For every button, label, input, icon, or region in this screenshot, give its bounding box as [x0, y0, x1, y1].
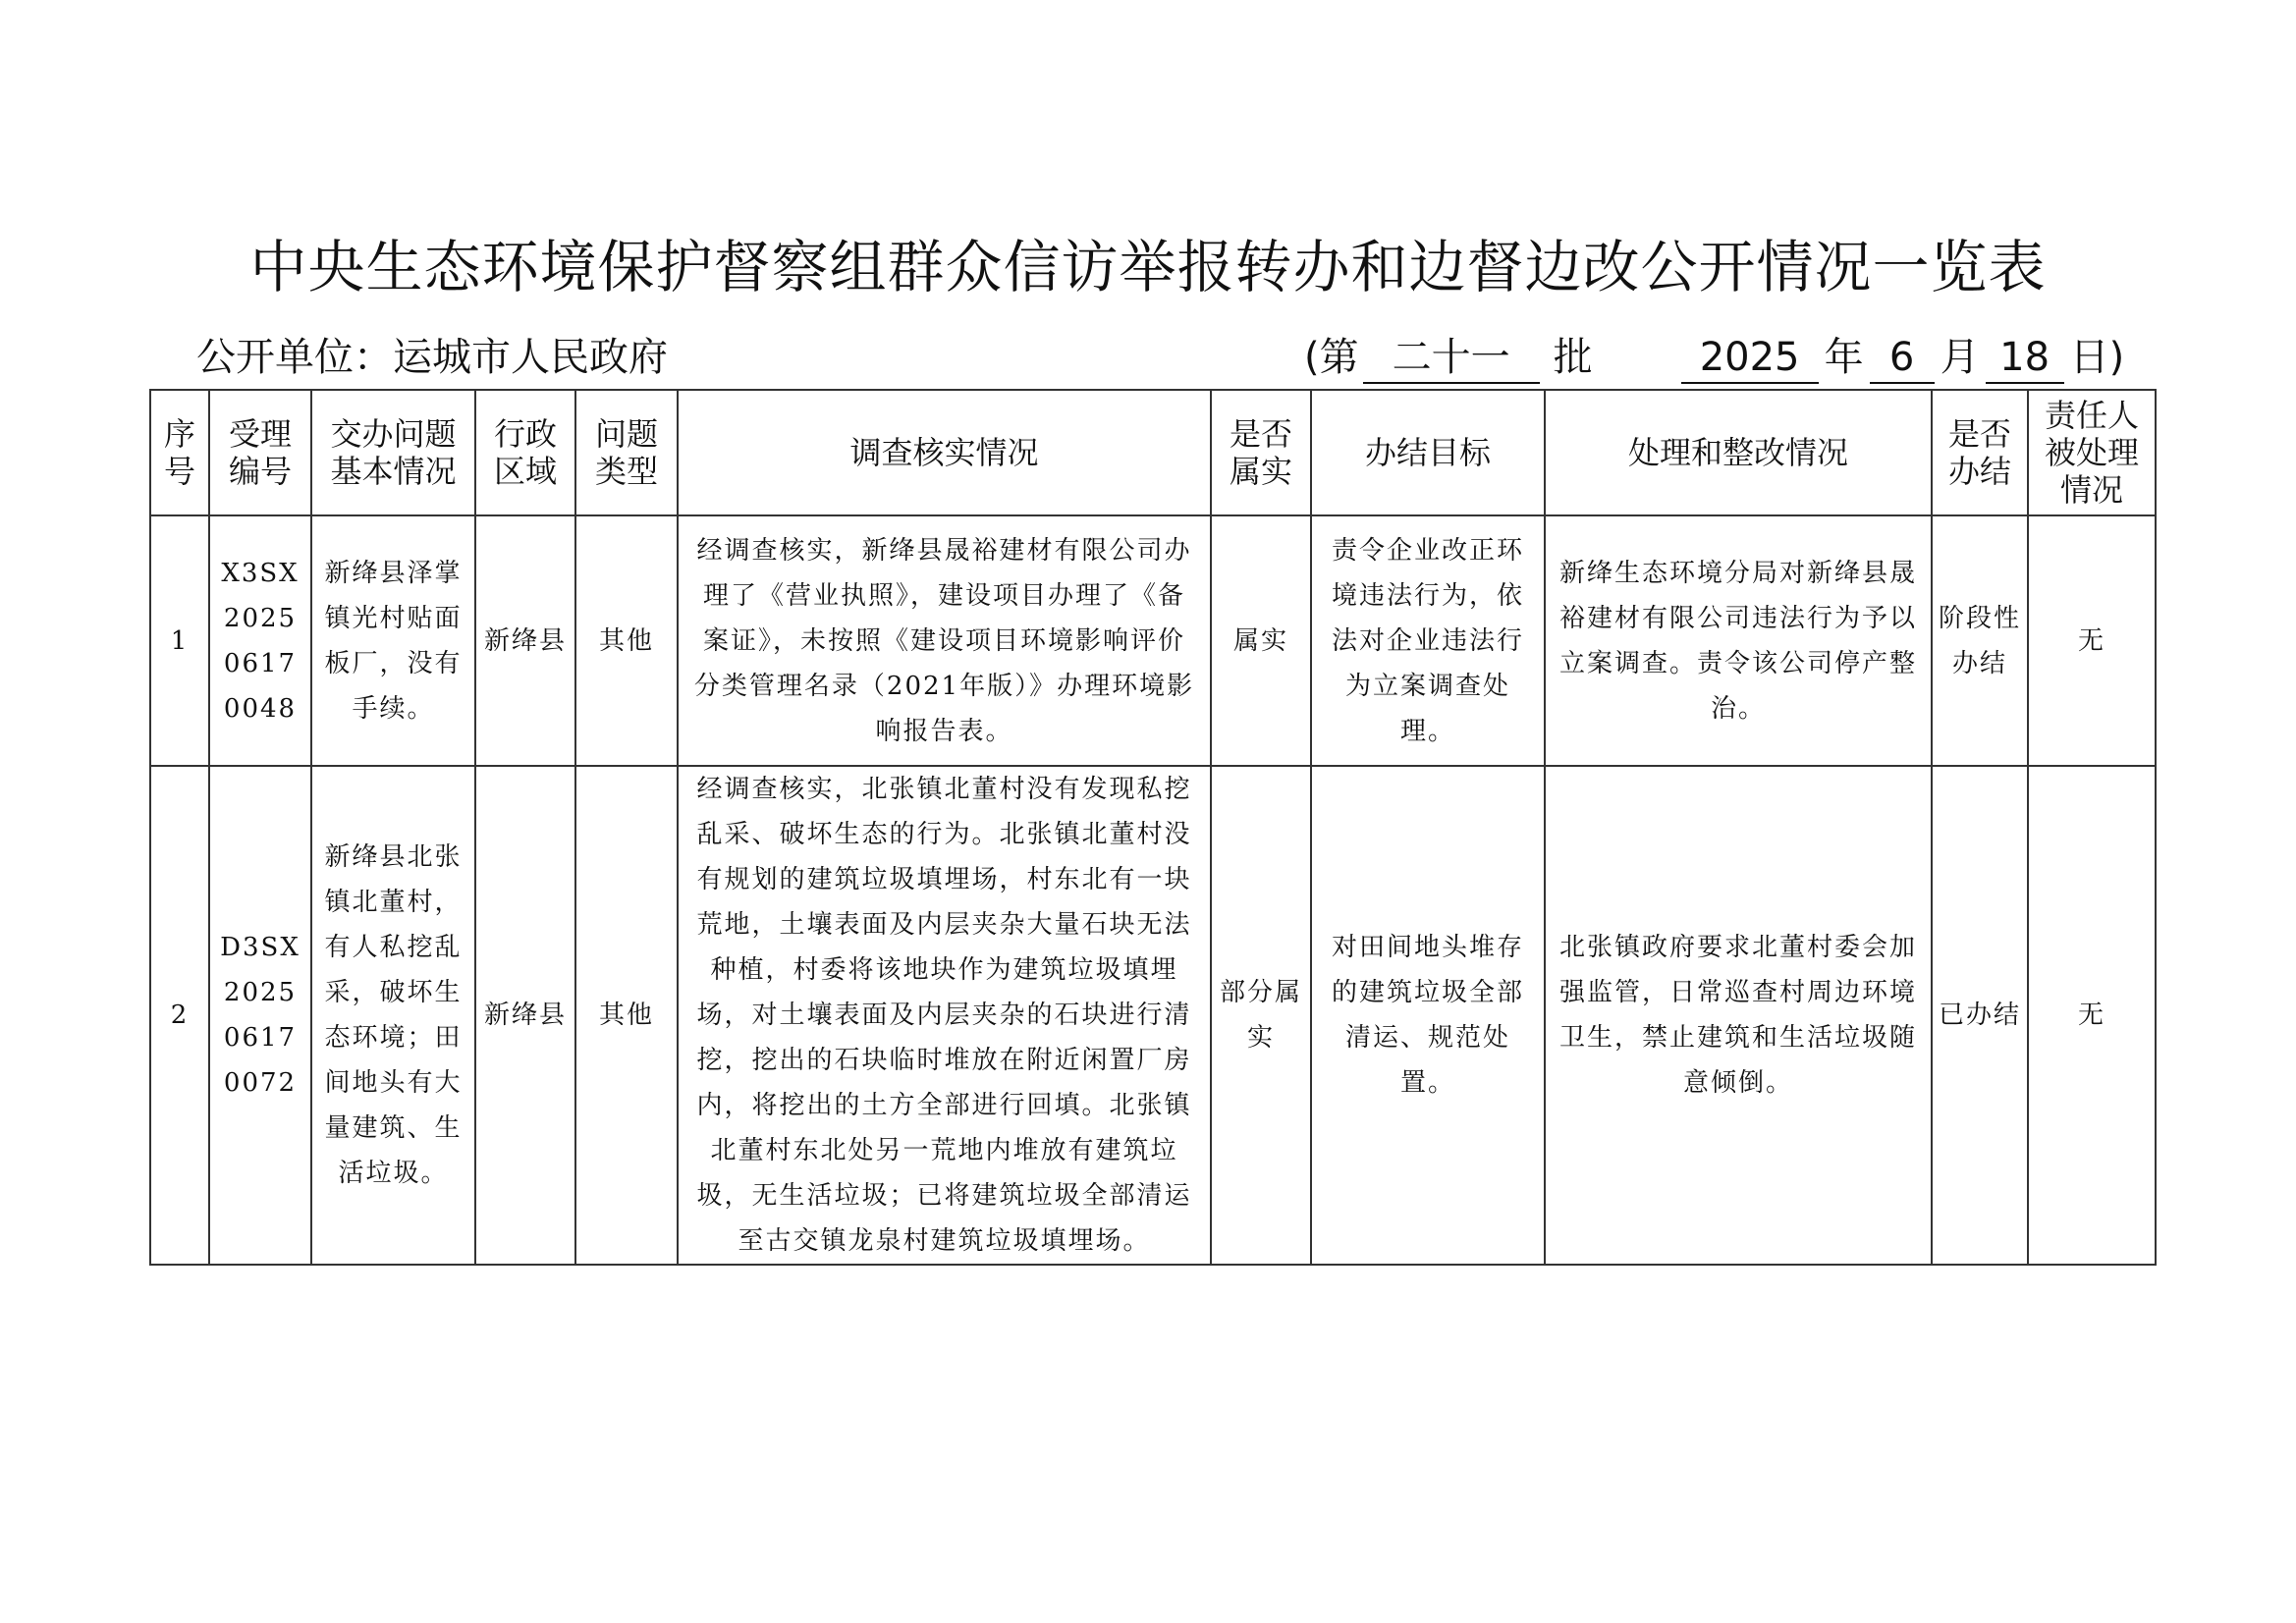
cell-action: 新绛生态环境分局对新绛县晟裕建材有限公司违法行为予以立案调查。责令该公司停产整治。 — [1545, 515, 1932, 766]
table-row — [150, 766, 2156, 1265]
col-header-region: 行政区域 — [475, 390, 575, 515]
cell-verified: 部分属实 — [1211, 766, 1311, 1265]
cell-no: 2 — [150, 766, 209, 1265]
col-header-accountability: 责任人被处理情况 — [2028, 390, 2156, 515]
cell-action: 北张镇政府要求北董村委会加强监管，日常巡查村周边环境卫生，禁止建筑和生活垃圾随意倾倒。 — [1545, 766, 1932, 1265]
col-header-investigation: 调查核实情况 — [678, 390, 1211, 515]
cell-issue: 新绛县北张镇北董村，有人私挖乱采，破坏生态环境；田间地头有大量建筑、生活垃圾。 — [311, 766, 475, 1265]
disclosure-table — [149, 389, 2157, 1266]
cell-type: 其他 — [575, 515, 678, 766]
col-header-goal: 办结目标 — [1311, 390, 1545, 515]
cell-investigation: 经调查核实，新绛县晟裕建材有限公司办理了《营业执照》，建设项目办理了《备案证》，未按照《建设项目环境影响评价分类管理名录（2021年版）》办理环境影响报告表。 — [678, 515, 1211, 766]
cell-investigation: 经调查核实，北张镇北董村没有发现私挖乱采、破坏生态的行为。北张镇北董村没有规划的建筑垃圾填埋场，村东北有一块荒地，土壤表面及内层夹杂大量石块无法种植，村委将该地块作为建筑垃圾填埋场，对土壤表面及内层夹杂的石块进行清挖，挖出的石块临时堆放在附近闲置厂房内，将挖出的土方全部进行回填。北张镇北董村东北处另一荒地内堆放有建筑垃圾，无生活垃圾；已将建筑垃圾全部清运至古交镇龙泉村建筑垃圾填埋场。 — [678, 766, 1211, 1265]
col-header-status: 是否办结 — [1932, 390, 2028, 515]
year-label: 年 — [1824, 335, 1864, 380]
cell-verified: 属实 — [1211, 515, 1311, 766]
cell-no: 1 — [150, 515, 209, 766]
batch-number: 二十一 — [1363, 333, 1540, 384]
cell-region: 新绛县 — [475, 515, 575, 766]
cell-issue: 新绛县泽掌镇光村贴面板厂，没有手续。 — [311, 515, 475, 766]
col-header-action: 处理和整改情况 — [1545, 390, 1932, 515]
table-header-row — [150, 390, 2156, 515]
cell-accountability: 无 — [2028, 515, 2156, 766]
batch-date-line — [1304, 330, 2124, 385]
cell-goal: 对田间地头堆存的建筑垃圾全部清运、规范处置。 — [1311, 766, 1545, 1265]
col-header-issue: 交办问题基本情况 — [311, 390, 475, 515]
month-label: 月 — [1940, 335, 1980, 380]
page-title: 中央生态环境保护督察组群众信访举报转办和边督边改公开情况一览表 — [249, 234, 2047, 300]
col-header-id: 受理编号 — [209, 390, 311, 515]
cell-accountability: 无 — [2028, 766, 2156, 1265]
cell-id: X3SX 2025 0617 0048 — [209, 515, 311, 766]
cell-id: D3SX 2025 0617 0072 — [209, 766, 311, 1265]
publishing-unit: 公开单位：运城市人民政府 — [196, 335, 668, 380]
cell-region: 新绛县 — [475, 766, 575, 1265]
table-row — [150, 515, 2156, 766]
batch-prefix: (第 — [1304, 335, 1359, 380]
col-header-verified: 是否属实 — [1211, 390, 1311, 515]
col-header-type: 问题类型 — [575, 390, 678, 515]
cell-goal: 责令企业改正环境违法行为，依法对企业违法行为立案调查处理。 — [1311, 515, 1545, 766]
date-month: 6 — [1870, 333, 1935, 384]
date-day: 18 — [1986, 333, 2064, 384]
date-year: 2025 — [1681, 333, 1819, 384]
cell-status: 已办结 — [1932, 766, 2028, 1265]
day-label: 日) — [2069, 335, 2125, 380]
cell-type: 其他 — [575, 766, 678, 1265]
batch-suffix: 批 — [1553, 335, 1593, 380]
col-header-no: 序号 — [150, 390, 209, 515]
cell-status: 阶段性办结 — [1932, 515, 2028, 766]
